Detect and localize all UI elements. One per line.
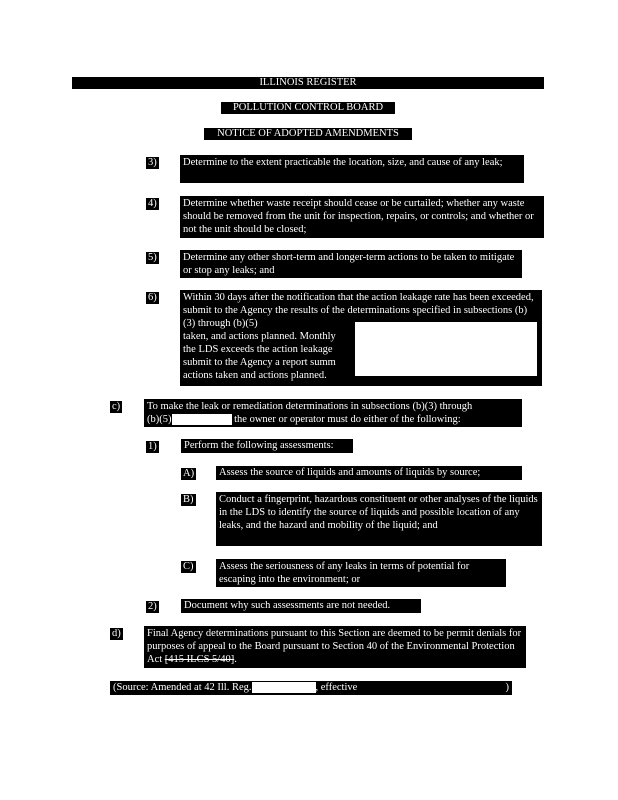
board-name: POLLUTION CONTROL BOARD — [221, 102, 395, 114]
item-6-number: 6) — [148, 292, 157, 303]
item-4-text: Determine whether waste receipt should cease or be curtailed; whether any waste should be removed from the unit for inspection, repairs, or controls; and whether or not the unit should be closed; — [180, 196, 544, 238]
sub-1-number: 1) — [148, 441, 157, 452]
sub-c-number: C) — [183, 561, 194, 572]
item-5-number: 5) — [148, 252, 157, 263]
item-d-number: d) — [112, 628, 121, 639]
sub-1-text: Perform the following assessments: — [181, 439, 353, 453]
sub-c-text: Assess the seriousness of any leaks in terms of potential for escaping into the environment; or — [216, 559, 506, 587]
register-header — [72, 77, 544, 89]
register-title: ILLINOIS REGISTER — [259, 77, 357, 88]
item-c-text: To make the leak or remediation determinations in subsections (b)(3) through (b)(5) the owner or operator must do either of the following: — [144, 399, 522, 427]
sub-b-text: Conduct a fingerprint, hazardous constituent or other analyses of the liquids in the LDS to identify the source of liquids and possible location of any leaks, and the hazard and mobility of the liquid; and — [216, 492, 542, 546]
item-4-number: 4) — [148, 198, 157, 209]
redaction-box — [355, 322, 537, 376]
sub-2-number: 2) — [148, 601, 157, 612]
sub-b-number: B) — [183, 494, 194, 505]
item-d-text: Final Agency determinations pursuant to this Section are deemed to be permit denials for purposes of appeal to the Board pursuant to Section 40 of the Environmental Protection Act [415 ILCS 5/40]. — [144, 626, 526, 668]
item-6-text: Within 30 days after the notification that the action leakage rate has been exceeded, submit to the Agency the results of the determinations specified in subsections (b)(3) through (b)(5) taken, and actions planned. Monthly the LDS exceeds the action leakage submit to the Agency a report summ actions taken and actions planned. — [180, 290, 542, 386]
item-3-number: 3) — [148, 157, 157, 168]
source-note: (Source: Amended at 42 Ill. Reg. , effective ) — [110, 681, 512, 695]
item-5-text: Determine any other short-term and longer-term actions to be taken to mitigate or stop any leaks; and — [180, 250, 522, 278]
sub-2-text: Document why such assessments are not needed. — [181, 599, 421, 613]
sub-a-text: Assess the source of liquids and amounts of liquids by source; — [216, 466, 522, 480]
sub-a-number: A) — [183, 468, 195, 479]
item-3-text: Determine to the extent practicable the location, size, and cause of any leak; — [180, 155, 524, 183]
item-c-number: c) — [112, 401, 121, 412]
notice-title: NOTICE OF ADOPTED AMENDMENTS — [204, 128, 412, 140]
